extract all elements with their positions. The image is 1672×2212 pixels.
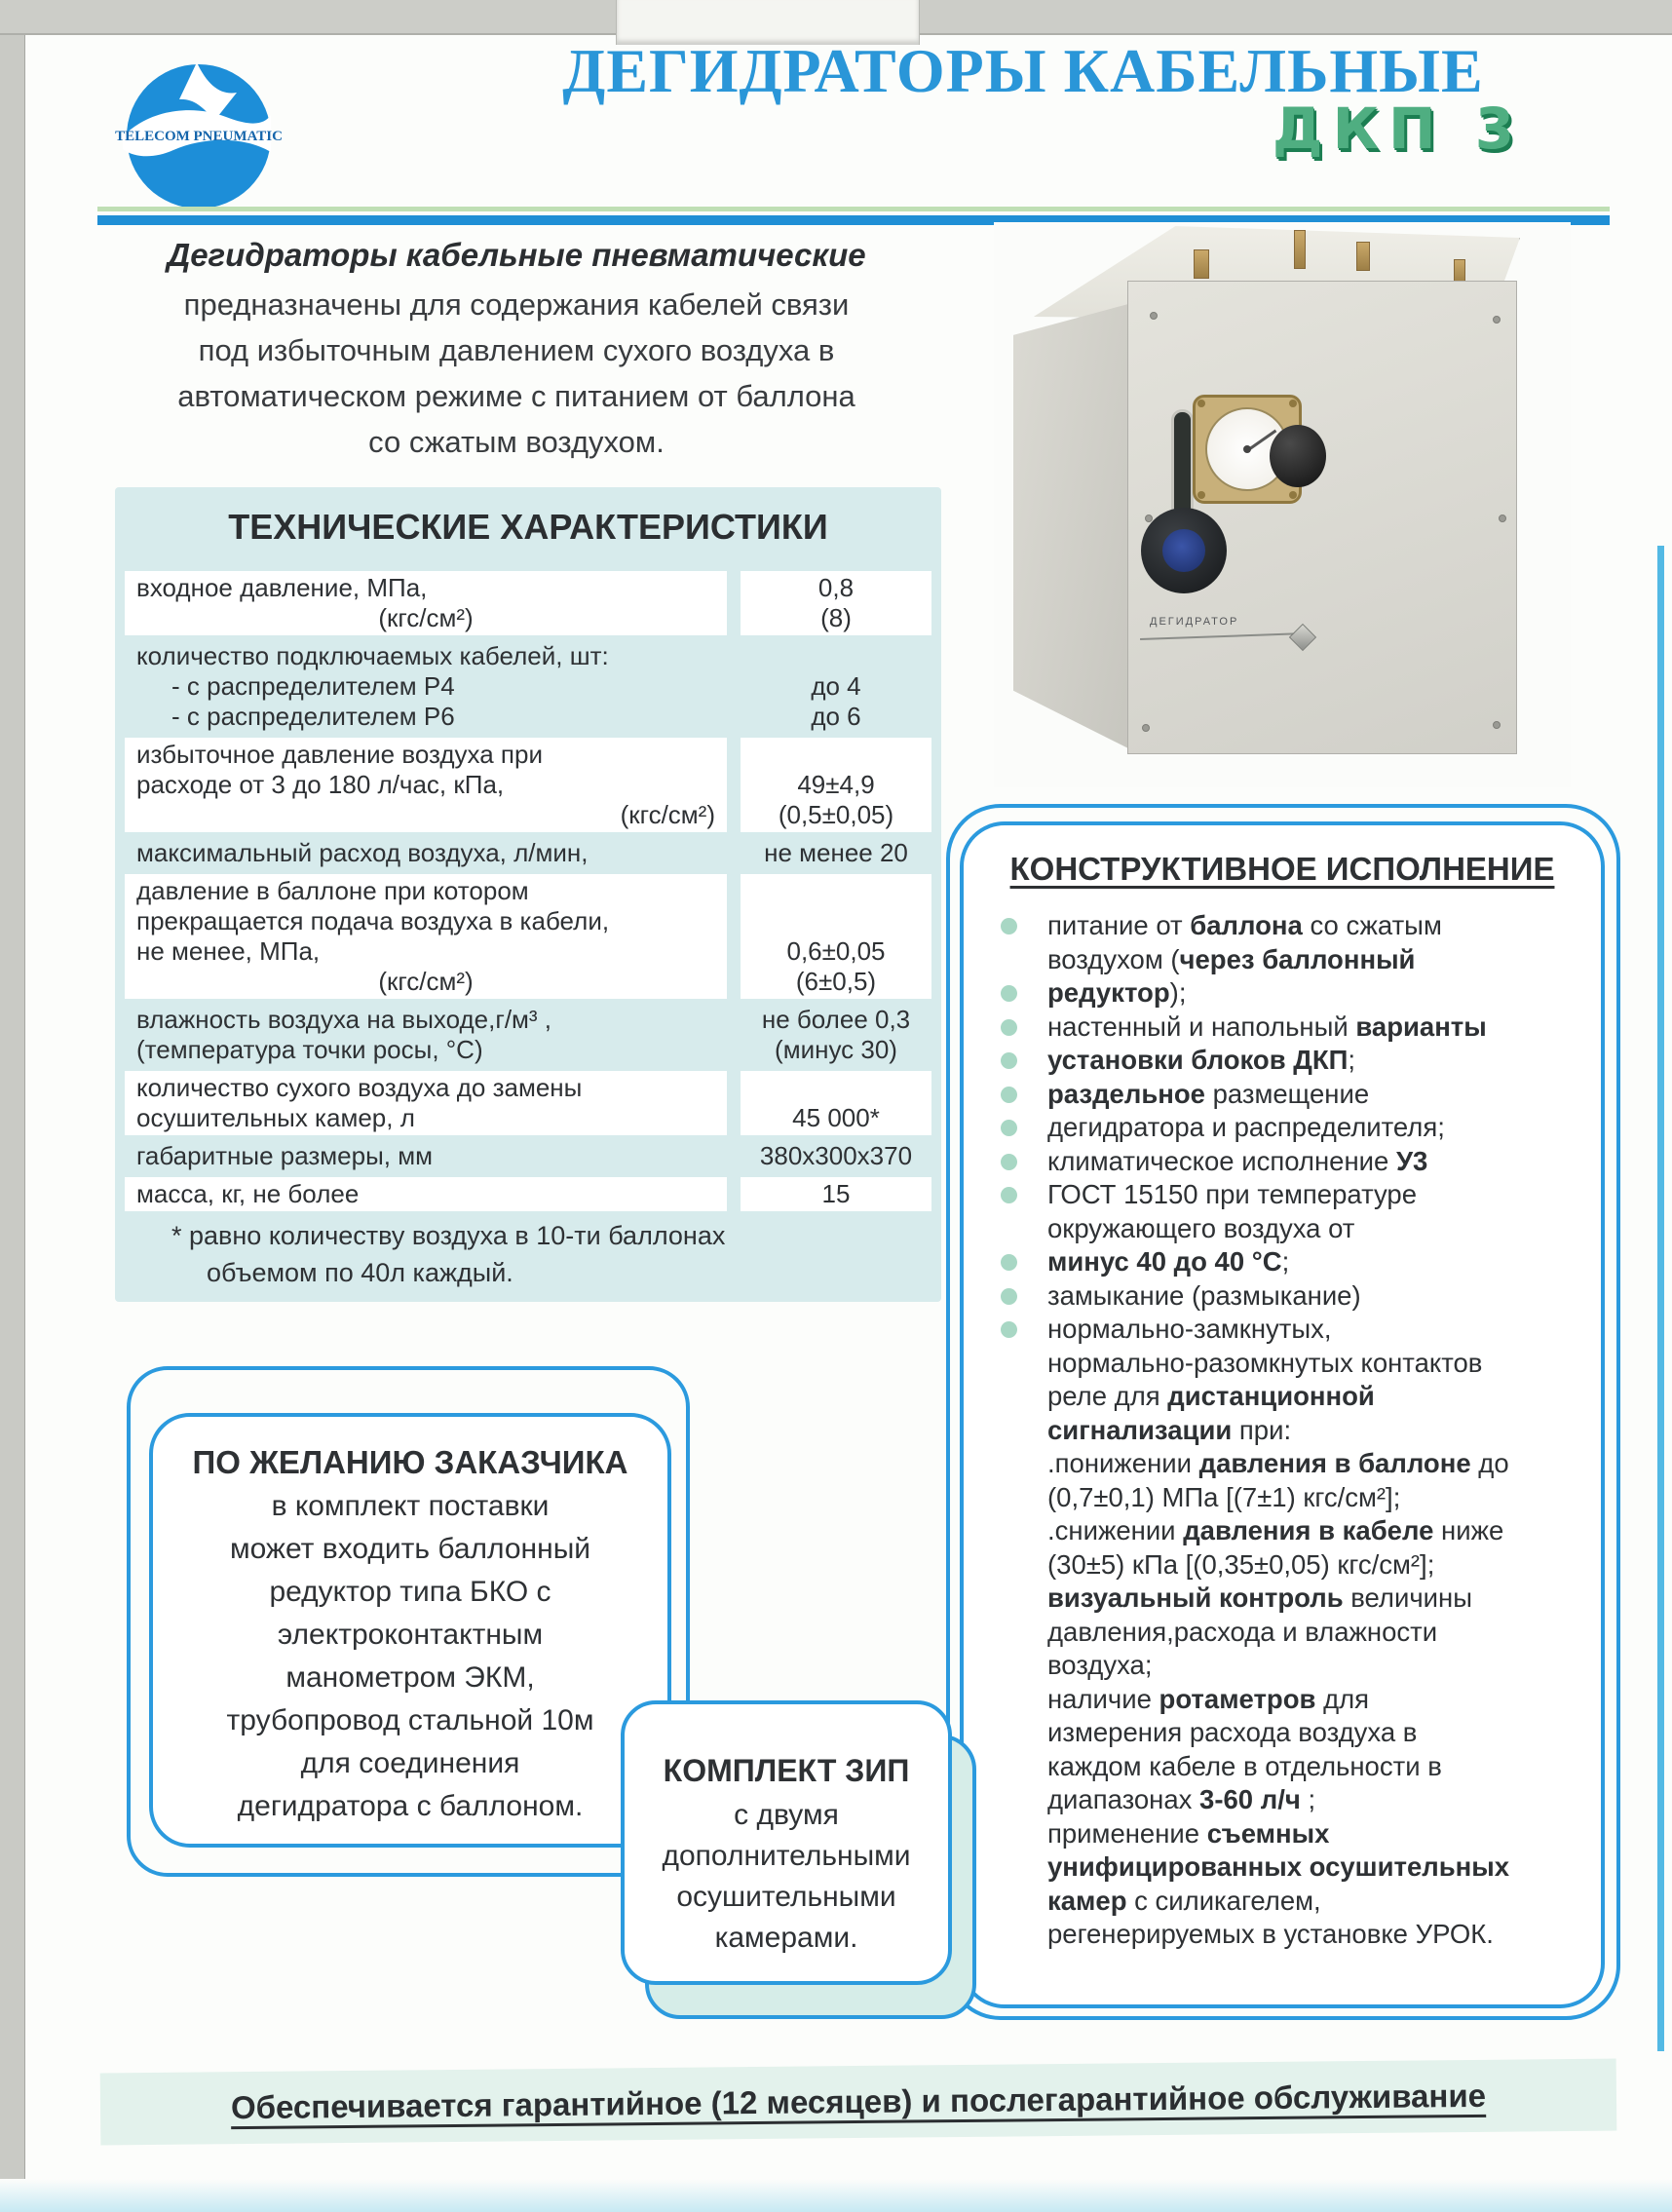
spec-label [125, 1139, 727, 1173]
design-item [993, 1716, 1583, 1750]
spec-label-line: давление в баллоне при котором [136, 876, 529, 905]
optional-box [149, 1413, 671, 1848]
spec-row [125, 836, 931, 870]
optional-box-title: ПО ЖЕЛАНИЮ ЗАКАЗЧИКА [192, 1444, 628, 1480]
spec-value-line: (0,5±0,05) [778, 800, 894, 829]
warranty-banner [100, 2059, 1617, 2146]
warranty-banner-text: Обеспечивается гарантийное (12 месяцев) и послегарантийное обслуживание [230, 2077, 1487, 2126]
device-side-face [1013, 304, 1128, 748]
page-title: ДЕГИДРАТОРЫ КАБЕЛЬНЫЕ [562, 36, 1484, 105]
bullet-icon [1001, 1087, 1017, 1103]
design-item [993, 1918, 1583, 1952]
design-item-text: сигнализации при: [1047, 1414, 1292, 1445]
zip-line: с двумя [734, 1799, 839, 1831]
specs-footnote [125, 1217, 931, 1291]
design-item [993, 1380, 1583, 1414]
screw-icon [1142, 724, 1150, 732]
spec-value-line [746, 876, 926, 906]
spec-label-line: - с распределителем Р6 [171, 702, 455, 731]
spec-value-line: (минус 30) [775, 1035, 897, 1064]
device-photo [994, 222, 1571, 787]
spec-label-line: количество подключаемых кабелей, шт: [136, 641, 609, 670]
design-item-text: нормально-разомкнутых контактов [1047, 1347, 1483, 1378]
bullet-icon [1001, 1154, 1017, 1170]
spec-row [125, 1177, 931, 1211]
design-item [993, 1885, 1583, 1919]
screw-icon [1289, 491, 1297, 499]
design-item-text: минус 40 до 40 °С; [1047, 1246, 1290, 1277]
spec-label-line: (кгс/см²) [620, 800, 715, 829]
spec-value-line [746, 740, 926, 770]
design-item-text: (0,7±0,1) МПа [(7±1) кгс/см²]; [1047, 1481, 1401, 1512]
spec-value [741, 738, 931, 832]
spec-label-line: (кгс/см²) [378, 967, 474, 996]
screw-icon [1150, 312, 1158, 320]
telecom-pneumatic-logo [103, 58, 294, 226]
screw-icon [1499, 515, 1506, 522]
design-item-text: .снижении давления в кабеле ниже [1047, 1515, 1504, 1545]
spec-row [125, 1003, 931, 1067]
spec-value-line [746, 1073, 926, 1103]
design-item-text: воздуха; [1047, 1650, 1153, 1680]
spec-value-line: до 4 [811, 671, 861, 701]
design-item-text: раздельное размещение [1047, 1078, 1370, 1109]
intro-paragraph [105, 237, 928, 465]
design-item [993, 1414, 1583, 1448]
design-item-text: установки блоков ДКП; [1047, 1045, 1356, 1075]
spec-label [125, 639, 727, 734]
spec-value-line: 0,8 [817, 573, 855, 602]
screw-icon [1197, 491, 1205, 499]
spec-label-line: масса, кг, не более [136, 1179, 360, 1208]
spec-row [125, 1071, 931, 1135]
design-box [960, 821, 1605, 2008]
spec-label-line: осушительных камер, л [136, 1103, 415, 1132]
design-item [993, 1548, 1583, 1583]
optional-line: для соединения [300, 1747, 520, 1779]
zip-box-text [625, 1795, 948, 1959]
spec-label-line: (кгс/см²) [378, 603, 474, 632]
design-item [993, 1850, 1583, 1885]
bullet-icon [1001, 918, 1017, 934]
spec-value-line: 15 [821, 1179, 851, 1208]
footnote-line: * равно количеству воздуха в 10-ти баллонах [171, 1221, 726, 1250]
bullet-icon [1001, 1321, 1017, 1338]
intro-line: автоматическом режиме с питанием от баллона [177, 379, 855, 413]
device-nameplate: ДЕГИДРАТОР [1150, 616, 1239, 628]
spec-value-line: не менее 20 [764, 838, 908, 867]
spec-label-line: избыточное давление воздуха при [136, 740, 543, 769]
bullet-icon [1001, 985, 1017, 1002]
scan-edge-right-line [1657, 546, 1664, 2051]
design-item [993, 1078, 1583, 1112]
zip-box-title: КОМПЛЕКТ ЗИП [663, 1753, 910, 1788]
design-item [993, 1616, 1583, 1650]
zip-line: осушительными [676, 1881, 896, 1913]
design-item [993, 1514, 1583, 1548]
design-item-text: применение съемных [1047, 1817, 1330, 1849]
spec-label-line: максимальный расход воздуха, л/мин, [136, 838, 589, 867]
intro-lines [105, 282, 928, 465]
design-item-text: реле для дистанционной [1047, 1381, 1375, 1411]
spec-value-line: (8) [820, 603, 852, 632]
spec-label [125, 1071, 727, 1135]
design-item [993, 1212, 1583, 1246]
spec-label [125, 874, 727, 999]
design-item-text: (30±5) кПа [(0,35±0,05) кгс/см²]; [1047, 1548, 1435, 1580]
header-rule-green [97, 207, 1610, 211]
spec-value-line: 49±4,9 [797, 770, 875, 799]
design-item-text: визуальный контроль величины [1047, 1583, 1472, 1613]
spec-value-line: (6±0,5) [795, 967, 877, 996]
optional-line: в комплект поставки [271, 1490, 550, 1522]
design-item-text: камер с силикагелем, [1047, 1885, 1321, 1916]
design-item-text: климатическое исполнение У3 [1047, 1145, 1428, 1176]
spec-value [741, 874, 931, 999]
design-item [993, 1011, 1583, 1045]
spec-value-line: до 6 [811, 702, 861, 731]
rotameter-window [1141, 508, 1227, 593]
intro-line: предназначены для содержания кабелей связи [183, 287, 850, 322]
zip-line: камерами. [714, 1922, 858, 1954]
design-item [993, 1178, 1583, 1212]
design-item [993, 1783, 1583, 1817]
spec-value [741, 639, 931, 734]
screw-icon [1493, 721, 1501, 729]
scan-bottom-band [0, 2179, 1672, 2212]
spec-row [125, 874, 931, 999]
design-item [993, 1044, 1583, 1078]
specs-title: ТЕХНИЧЕСКИЕ ХАРАКТЕРИСТИКИ [228, 507, 828, 547]
bullet-icon [1001, 1288, 1017, 1305]
intro-line: под избыточным давлением сухого воздуха в [198, 333, 835, 367]
spec-label-line: (температура точки росы, °С) [136, 1035, 483, 1064]
optional-line: трубопровод стальной 10м [226, 1704, 594, 1736]
design-item [993, 1582, 1583, 1616]
design-item [993, 976, 1583, 1011]
design-item-text: регенерируемых в установке УРОК. [1047, 1919, 1494, 1949]
spec-row [125, 738, 931, 832]
design-item-text: каждом кабеле в отдельности в [1047, 1750, 1442, 1781]
specs-table [125, 571, 931, 1291]
optional-line: электроконтактным [277, 1619, 544, 1651]
screw-icon [1289, 400, 1297, 407]
design-item [993, 943, 1583, 977]
spec-label-line: входное давление, МПа, [136, 573, 428, 602]
spec-value [741, 836, 931, 870]
design-item [993, 1145, 1583, 1179]
design-item [993, 1279, 1583, 1314]
intro-lead: Дегидраторы кабельные пневматические [167, 237, 866, 273]
design-item-text: давления,расхода и влажности [1047, 1616, 1438, 1647]
spec-value-line: не более 0,3 [761, 1005, 911, 1034]
spec-value-line: 380х300х370 [759, 1141, 913, 1170]
design-item [993, 1683, 1583, 1717]
spec-label-line: габаритные размеры, мм [136, 1141, 433, 1170]
spec-value [741, 1139, 931, 1173]
model-badge: ДКП 3 [1272, 95, 1525, 162]
design-item-text: воздухом (через баллонный [1047, 943, 1416, 974]
spec-label [125, 1177, 727, 1211]
spec-label-line: - с распределителем Р4 [171, 671, 455, 701]
design-item [993, 1817, 1583, 1851]
optional-line: редуктор типа БКО с [269, 1576, 551, 1608]
bullet-icon [1001, 1254, 1017, 1271]
spec-label-line: количество сухого воздуха до замены [136, 1073, 583, 1102]
spec-value-line: 45 000* [792, 1103, 880, 1132]
bullet-icon [1001, 1019, 1017, 1036]
optional-line: может входить баллонный [229, 1533, 591, 1565]
screw-icon [1197, 400, 1205, 407]
spec-value [741, 1071, 931, 1135]
design-item-text: замыкание (размыкание) [1047, 1279, 1361, 1311]
spec-row [125, 571, 931, 635]
brass-fitting-icon [1294, 230, 1306, 269]
spec-label-line: не менее, МПа, [136, 936, 321, 966]
spec-label-line: влажность воздуха на выходе,г/м³ , [136, 1005, 552, 1034]
footnote-line: объемом по 40л каждый. [207, 1258, 513, 1287]
design-item [993, 909, 1583, 943]
design-item-text: наличие ротаметров для [1047, 1683, 1370, 1714]
spec-value-line [746, 641, 926, 671]
brass-fitting-icon [1356, 242, 1370, 271]
screw-icon [1493, 316, 1501, 324]
design-item-text: унифицированных осушительных [1047, 1851, 1510, 1882]
design-item [993, 1481, 1583, 1515]
rotameter-window-inner [1162, 529, 1205, 572]
design-item-text: окружающего воздуха от [1047, 1212, 1355, 1243]
spec-label [125, 1003, 727, 1067]
design-item-text: питание от баллона со сжатым [1047, 910, 1442, 940]
spec-value [741, 571, 931, 635]
intro-line: со сжатым воздухом. [368, 425, 665, 459]
spec-label [125, 836, 727, 870]
optional-line: манометром ЭКМ, [285, 1661, 535, 1694]
zip-line: дополнительными [662, 1840, 911, 1872]
spec-label [125, 738, 727, 832]
design-bullet-list [964, 909, 1601, 1952]
spec-value [741, 1177, 931, 1211]
spec-value [741, 1003, 931, 1067]
gauge-center-dot [1243, 445, 1251, 453]
design-item-text: измерения расхода воздуха в [1047, 1717, 1418, 1747]
design-item [993, 1313, 1583, 1347]
bullet-icon [1001, 1120, 1017, 1136]
spec-label [125, 571, 727, 635]
design-title: КОНСТРУКТИВНОЕ ИСПОЛНЕНИЕ [1009, 851, 1555, 887]
spec-value-line: 0,6±0,05 [786, 936, 886, 966]
design-item-text: настенный и напольный варианты [1047, 1011, 1487, 1042]
design-item [993, 1111, 1583, 1145]
design-item-text: .понижении давления в баллоне до [1047, 1448, 1509, 1478]
design-item [993, 1347, 1583, 1381]
spec-row [125, 1139, 931, 1173]
zip-box [621, 1700, 952, 1985]
design-item-text: ГОСТ 15150 при температуре [1047, 1179, 1418, 1209]
spec-row [125, 639, 931, 734]
spec-value-line [746, 906, 926, 936]
scan-edge-left [0, 35, 25, 2212]
design-item-text: диапазонах 3-60 л/ч ; [1047, 1784, 1316, 1814]
design-item [993, 1649, 1583, 1683]
spec-label-line: прекращается подача воздуха в кабели, [136, 906, 610, 935]
design-item-text: нормально-замкнутых, [1047, 1314, 1332, 1344]
brass-fitting-icon [1194, 249, 1209, 279]
design-item [993, 1447, 1583, 1481]
design-item [993, 1245, 1583, 1279]
design-item [993, 1750, 1583, 1784]
specs-panel [115, 487, 941, 1302]
optional-line: дегидратора с баллоном. [237, 1790, 584, 1822]
bullet-icon [1001, 1187, 1017, 1203]
control-knob [1270, 425, 1326, 487]
design-item-text: редуктор); [1047, 977, 1187, 1008]
bullet-icon [1001, 1052, 1017, 1069]
optional-box-text [153, 1485, 667, 1828]
spec-label-line: расходе от 3 до 180 л/час, кПа, [136, 770, 505, 799]
design-item-text: дегидратора и распределителя; [1047, 1112, 1445, 1142]
logo-caption: TELECOM PNEUMATIC [115, 129, 283, 144]
